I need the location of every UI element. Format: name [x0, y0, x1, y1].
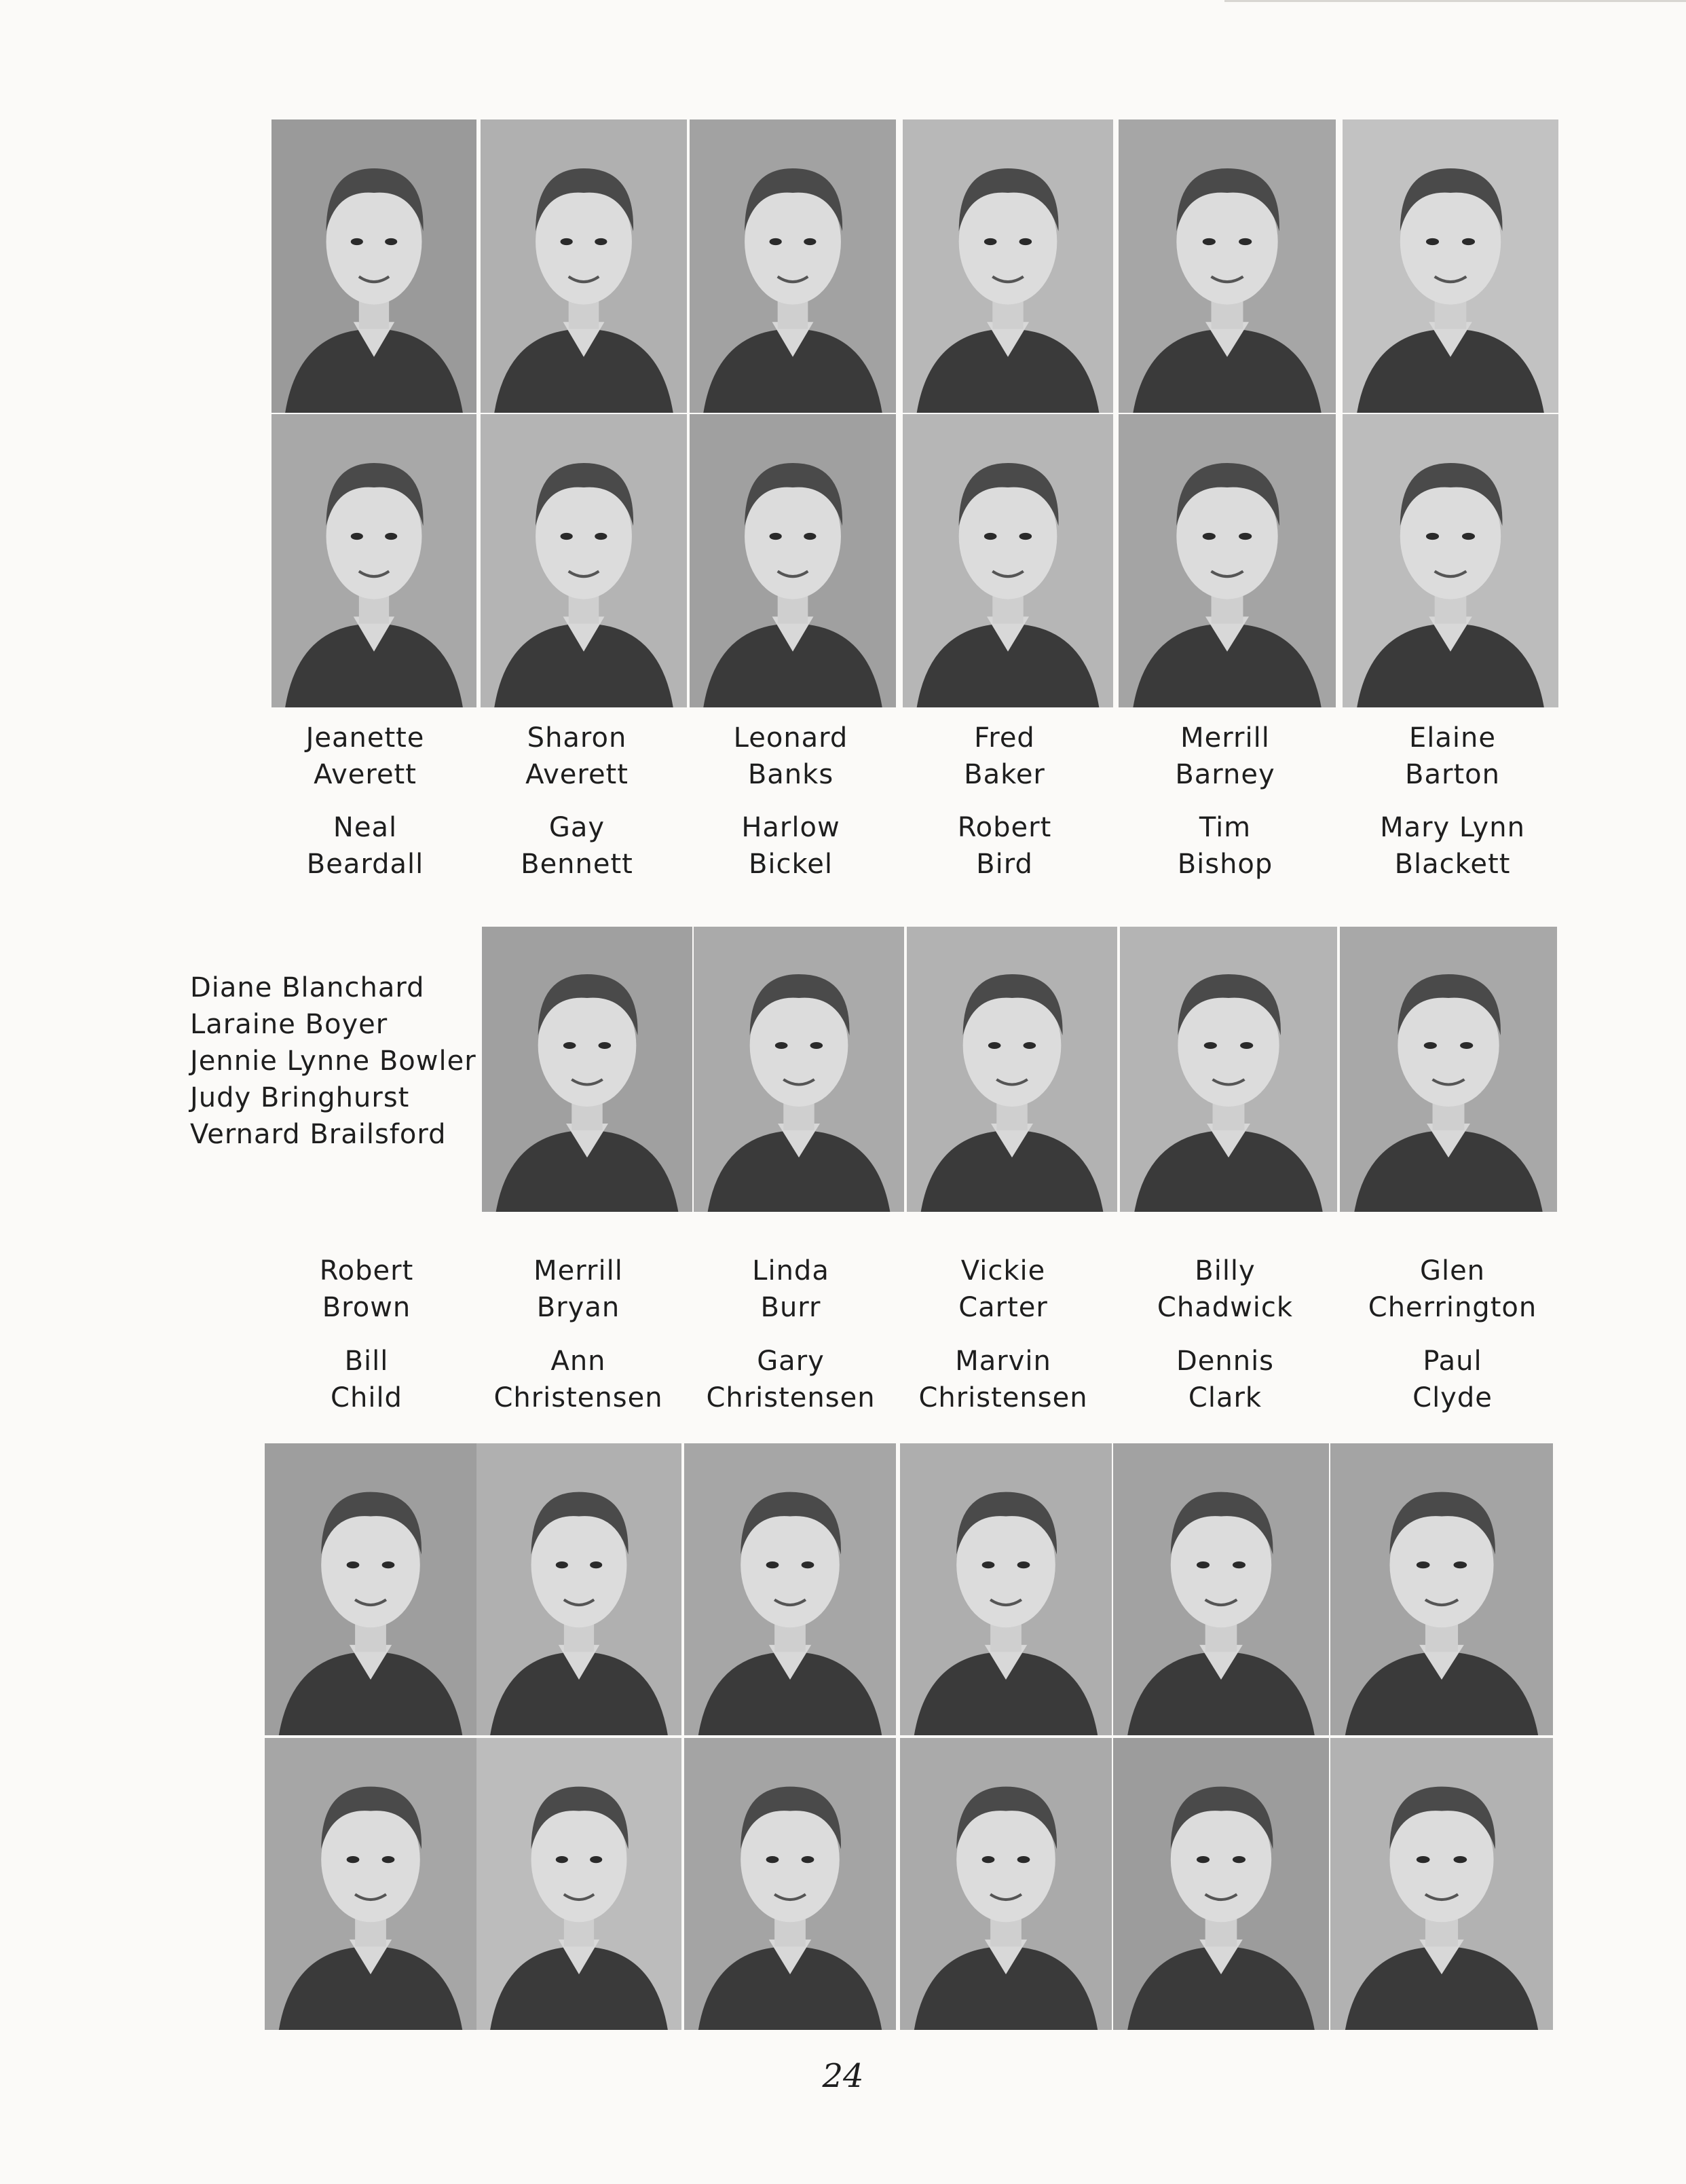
- name-glen-cherrington: Glen Cherrington: [1368, 1255, 1537, 1323]
- portrait-gay-bennett: [481, 414, 687, 707]
- portrait-photo: [265, 1738, 476, 2030]
- portrait-photo: [476, 1738, 681, 2030]
- name-leonard-banks: Leonard Banks: [733, 722, 848, 790]
- name-merrill-barney: Merrill Barney: [1175, 722, 1275, 790]
- name-mary-lynn-blackett: Mary Lynn Blackett: [1380, 812, 1525, 880]
- portrait-photo: [1330, 1443, 1553, 1735]
- portrait-photo: [900, 1443, 1112, 1735]
- portrait-photo: [265, 1443, 476, 1735]
- portrait-neal-beardall: [271, 414, 476, 707]
- portrait-photo: [684, 1443, 896, 1735]
- portrait-photo: [694, 927, 904, 1212]
- side-name: Diane Blanchard: [190, 972, 425, 1003]
- side-name: Judy Bringhurst: [190, 1082, 410, 1113]
- portrait-robert-bird: [903, 414, 1113, 707]
- name-ann-christensen: Ann Christensen: [493, 1346, 663, 1413]
- name-dennis-clark: Dennis Clark: [1176, 1346, 1275, 1413]
- name-merrill-bryan: Merrill Bryan: [533, 1255, 623, 1323]
- name-linda-burr: Linda Burr: [752, 1255, 829, 1323]
- name-harlow-bickel: Harlow Bickel: [741, 812, 840, 880]
- name-tim-bishop: Tim Bishop: [1177, 812, 1273, 880]
- side-name-list: [190, 969, 476, 1153]
- portrait-elaine-barton: [1343, 119, 1558, 413]
- portrait-photo: [684, 1738, 896, 2030]
- portrait-harlow-bickel: [690, 414, 896, 707]
- name-elaine-barton: Elaine Barton: [1405, 722, 1500, 790]
- name-paul-clyde: Paul Clyde: [1412, 1346, 1493, 1413]
- portrait-photo: [1330, 1738, 1553, 2030]
- portrait-photo: [907, 927, 1117, 1212]
- portrait-photo: [900, 1738, 1112, 2030]
- name-neal-beardall: Neal Beardall: [306, 812, 424, 880]
- name-gary-christensen: Gary Christensen: [706, 1346, 876, 1413]
- portrait-merrill-barney: [1119, 119, 1336, 413]
- portrait-mary-lynn-blackett: [1343, 414, 1558, 707]
- name-gay-bennett: Gay Bennett: [521, 812, 633, 880]
- side-name: Laraine Boyer: [190, 1009, 388, 1040]
- portrait-fred-baker: [903, 119, 1113, 413]
- portrait-photo: [1113, 1738, 1329, 2030]
- name-robert-bird: Robert Bird: [957, 812, 1052, 880]
- name-sharon-averett: Sharon Averett: [525, 722, 629, 790]
- name-marvin-christensen: Marvin Christensen: [918, 1346, 1088, 1413]
- name-jeanette-averett: Jeanette Averett: [305, 722, 425, 790]
- portrait-jeanette-averett: [271, 119, 476, 413]
- name-robert-brown: Robert Brown: [319, 1255, 414, 1323]
- portrait-photo: [1113, 1443, 1329, 1735]
- name-fred-baker: Fred Baker: [964, 722, 1045, 790]
- top-edge-line: [1224, 0, 1686, 2]
- side-name: Jennie Lynne Bowler: [190, 1045, 476, 1077]
- portrait-tim-bishop: [1119, 414, 1336, 707]
- portrait-photo: [476, 1443, 681, 1735]
- portrait-photo: [1340, 927, 1557, 1212]
- name-bill-child: Bill Child: [331, 1346, 402, 1413]
- portrait-leonard-banks: [690, 119, 896, 413]
- portrait-sharon-averett: [481, 119, 687, 413]
- side-name: Vernard Brailsford: [190, 1119, 447, 1150]
- name-billy-chadwick: Billy Chadwick: [1157, 1255, 1294, 1323]
- name-vickie-carter: Vickie Carter: [958, 1255, 1048, 1323]
- page-number: 24: [822, 2057, 864, 2095]
- portrait-photo: [1120, 927, 1337, 1212]
- portrait-photo: [482, 927, 692, 1212]
